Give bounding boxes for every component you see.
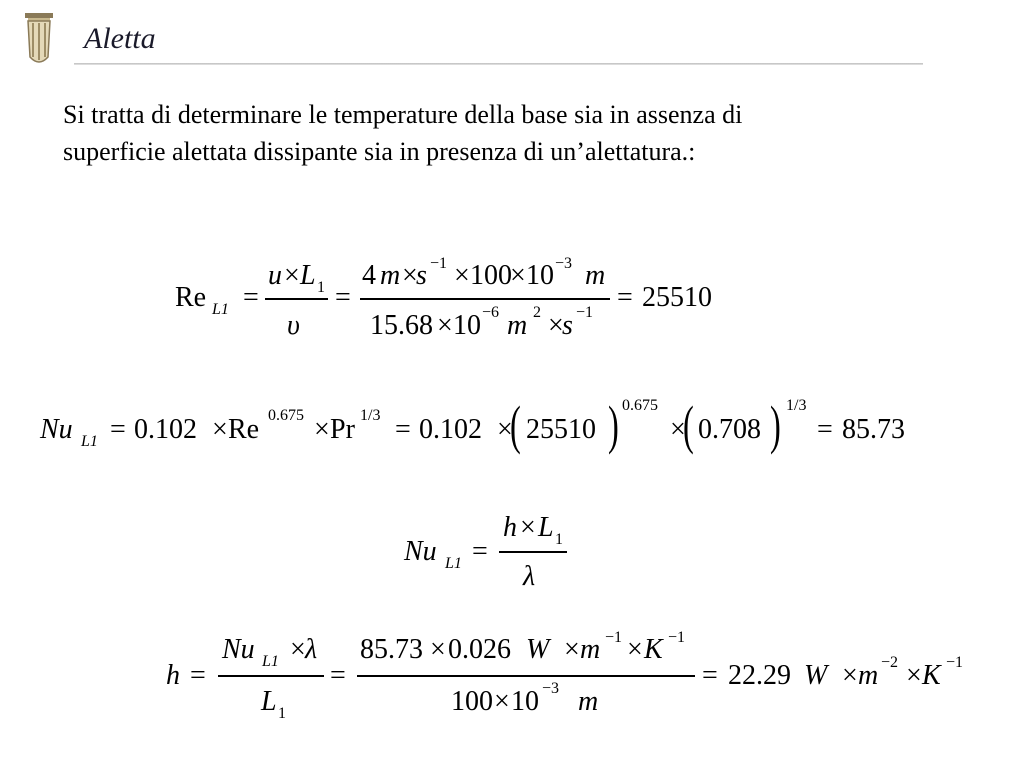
equals-sign: = [817,414,833,445]
times-sign: × [437,310,453,341]
h-result: 22.29 [728,660,791,691]
exponent: −1 [946,654,964,671]
den-term: 100 [451,686,493,717]
viscosity-nu: υ [287,310,300,341]
pr-symbol: Pr [330,414,355,445]
exponent: −2 [881,654,899,671]
equals-sign: = [702,660,718,691]
den-term: m [507,310,528,341]
equals-sign: = [243,282,259,313]
equals-sign: = [472,536,488,567]
times-sign: × [670,414,686,445]
right-paren: ) [770,395,781,455]
times-sign: × [314,414,330,445]
equals-sign: = [330,660,346,691]
exponent: −1 [605,629,623,646]
title-divider [74,63,923,65]
den-term: 10 [511,686,539,717]
re-exponent: 0.675 [268,407,304,424]
re-symbol: Re [228,414,260,445]
equals-sign: = [395,414,411,445]
num-term: s [416,260,427,291]
exponent: −3 [542,680,560,697]
nu-symbol: Nu [404,536,437,567]
length-subscript: 1 [555,531,563,548]
left-paren: ( [683,395,694,455]
fraction-bar [265,298,328,300]
pr-value: 0.708 [698,414,761,445]
left-paren: ( [510,395,521,455]
exponent: −1 [430,255,448,272]
times-sign: × [548,310,564,341]
column-capital-logo-icon [24,11,54,65]
num-term: 85.73 [360,634,423,665]
nu-subscript: L1 [445,555,462,572]
times-sign: × [520,512,536,543]
exponent: −1 [668,629,686,646]
pr-exponent: 1/3 [786,397,807,414]
nusselt-result: 85.73 [842,414,905,445]
fraction-bar [357,675,695,677]
re-exponent: 0.675 [622,397,658,414]
length-l: L [261,686,277,717]
times-sign: × [212,414,228,445]
exponent: −1 [576,304,594,321]
unit-k: K [922,660,941,691]
nu-symbol: Nu [40,414,73,445]
times-sign: × [564,634,580,665]
nu-subscript: L1 [81,433,98,450]
den-term: s [562,310,573,341]
exponent: 2 [533,304,541,321]
unit-m: m [580,634,601,665]
slide-title: Aletta [84,22,156,55]
unit-m: m [858,660,879,691]
equals-sign: = [335,282,351,313]
coefficient: 0.102 [134,414,197,445]
re-subscript: L1 [212,301,229,318]
times-sign: × [454,260,470,291]
conductivity-lambda: λ [305,634,318,665]
times-sign: × [510,260,526,291]
den-term: 10 [453,310,481,341]
num-term: m [585,260,606,291]
fraction-bar [218,675,324,677]
length-subscript: 1 [317,279,325,296]
times-sign: × [402,260,418,291]
times-sign: × [906,660,922,691]
nu-symbol: Nu [222,634,255,665]
length-l: L [300,260,316,291]
num-term: 4 [362,260,376,291]
num-term: 0.026 [448,634,511,665]
re-value: 25510 [526,414,596,445]
unit-w: W [804,660,828,691]
coefficient: 0.102 [419,414,482,445]
exponent: −3 [555,255,573,272]
length-l: L [538,512,554,543]
coefficient-h: h [503,512,517,543]
h-symbol: h [166,660,180,691]
num-term: m [380,260,401,291]
times-sign: × [497,414,513,445]
fraction-bar [499,551,567,553]
times-sign: × [290,634,306,665]
times-sign: × [430,634,446,665]
equals-sign: = [617,282,633,313]
reynolds-result: 25510 [642,282,712,313]
equals-sign: = [190,660,206,691]
num-term: 10 [526,260,554,291]
length-subscript: 1 [278,705,286,722]
re-symbol: Re [175,282,207,313]
unit-w: W [526,634,550,665]
times-sign: × [494,686,510,717]
fraction-bar [360,298,610,300]
num-term: 100 [470,260,512,291]
unit-m: m [578,686,599,717]
den-term: 15.68 [370,310,433,341]
exponent: −6 [482,304,500,321]
velocity-u: u [268,260,282,291]
times-sign: × [627,634,643,665]
equals-sign: = [110,414,126,445]
times-sign: × [284,260,300,291]
intro-paragraph: Si tratta di determinare le temperature della base sia in assenza di superficie alettata dissipante sia in presenza di un’alettatura.: [63,100,743,166]
pr-exponent: 1/3 [360,407,381,424]
conductivity-lambda: λ [523,561,536,592]
nu-subscript: L1 [262,653,279,670]
times-sign: × [842,660,858,691]
unit-k: K [644,634,663,665]
right-paren: ) [608,395,619,455]
